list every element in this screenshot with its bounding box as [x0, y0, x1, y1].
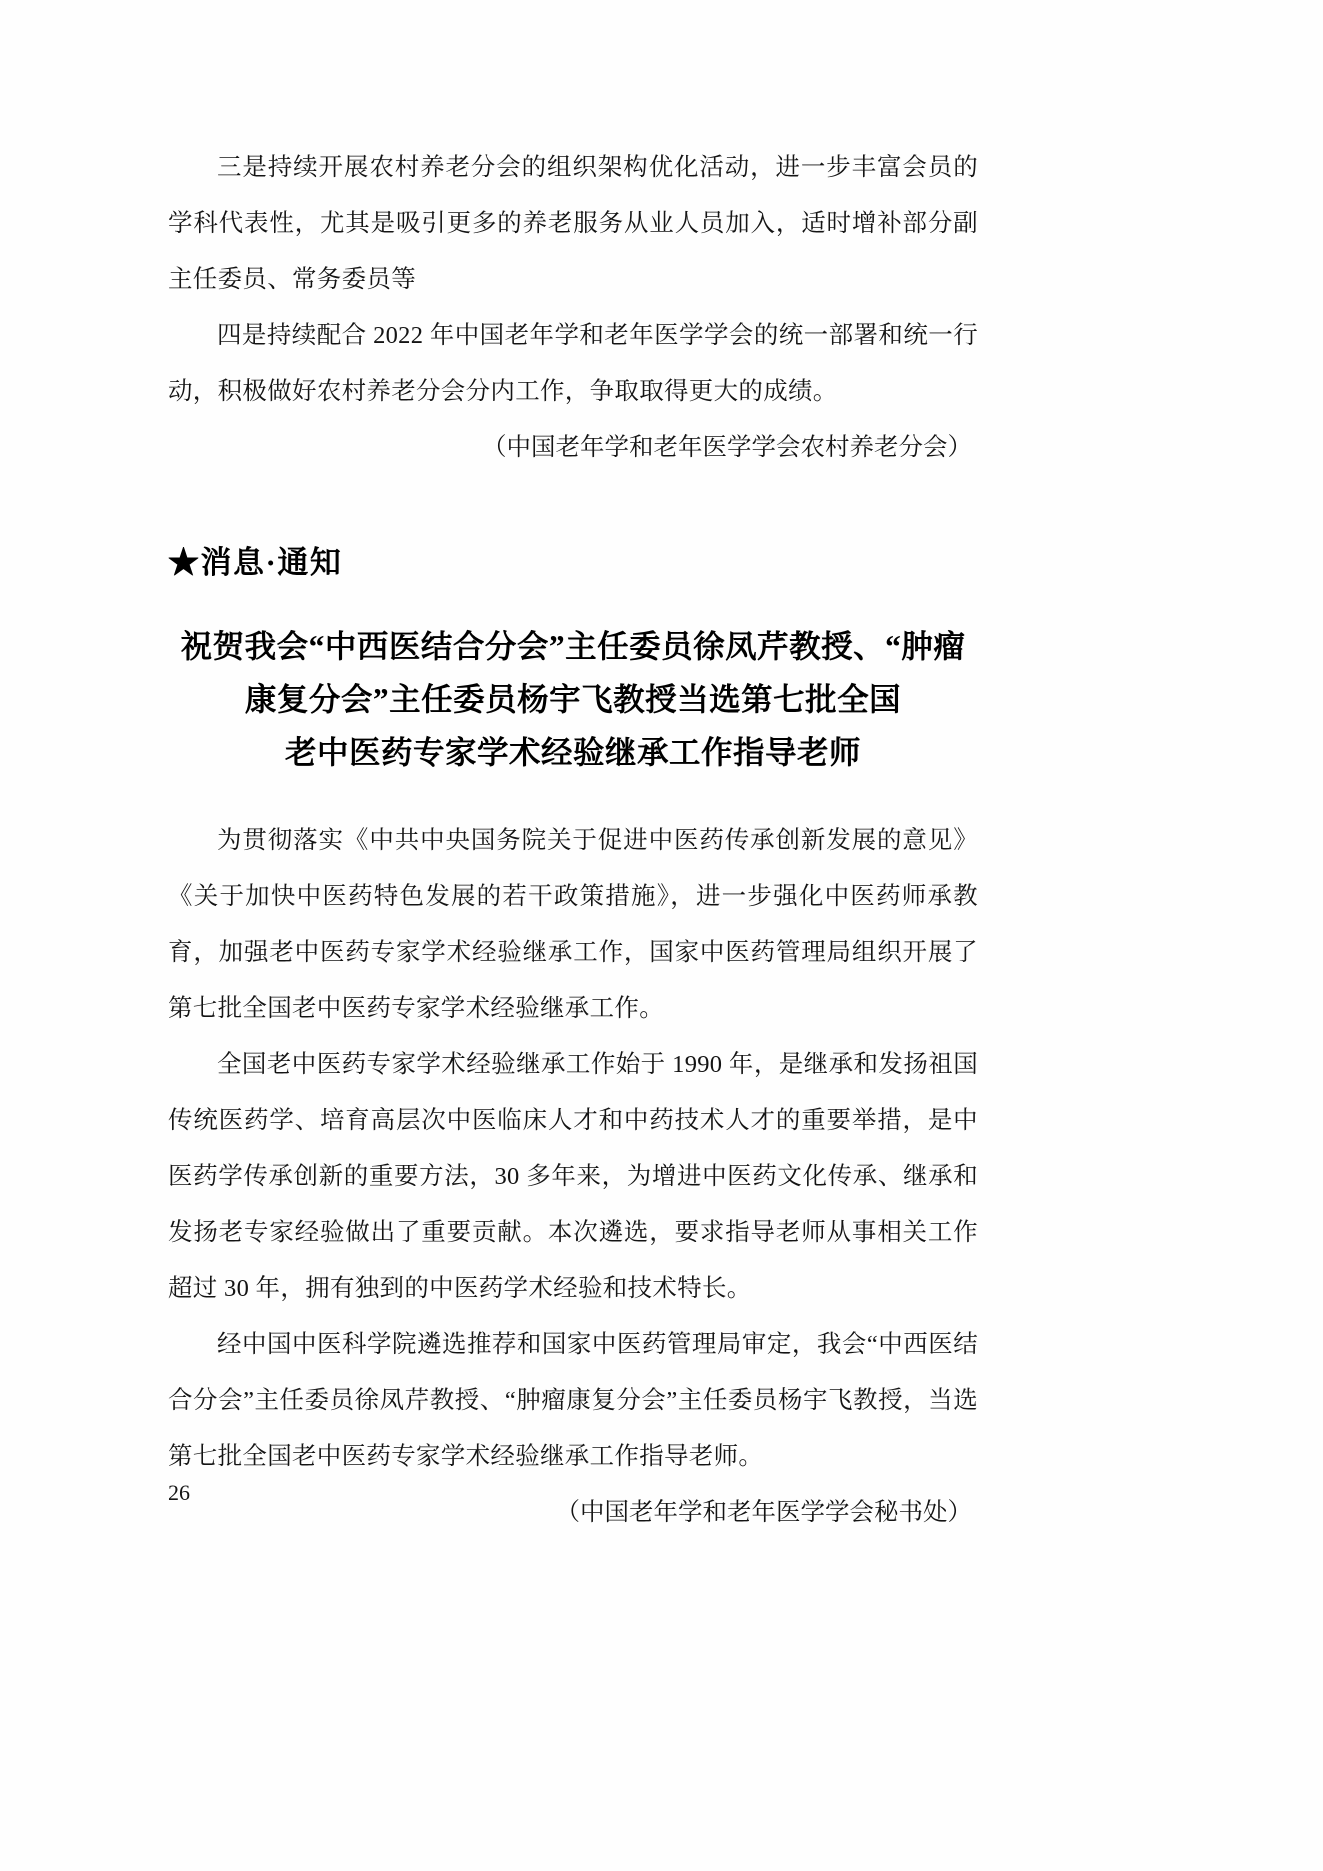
attribution-rural-elderly-care-branch: （中国老年学和老年医学学会农村养老分会） — [482, 434, 972, 461]
paragraph-item-three: 三是持续开展农村养老分会的组织架构优化活动，进一步丰富会员的学科代表性，尤其是吸引更多的养老服务从业人员加入，适时增补部分副主任委员、常务委员等 — [168, 154, 978, 293]
attribution-secretariat: （中国老年学和老年医学学会秘书处） — [555, 1499, 972, 1526]
article-paragraph-2: 全国老中医药专家学术经验继承工作始于 1990 年，是继承和发扬祖国传统医药学、培育高层次中医临床人才和中药技术人才的重要举措，是中医药学传承创新的重要方法，30 多年来，为增进中医药文化传承、继承和发扬老专家经验做出了重要贡献。本次遴选，要求指导老师从事相关工作超过 30 年，拥有独到的中医药学术经验和技术特长。 — [168, 1051, 978, 1302]
article-title-line-1: 祝贺我会“中西医结合分会”主任委员徐凤芹教授、“肿瘤 — [180, 629, 966, 664]
article-title-line-3: 老中医药专家学术经验继承工作指导老师 — [284, 735, 861, 770]
article-title-line-2: 康复分会”主任委员杨宇飞教授当选第七批全国 — [244, 682, 902, 717]
page-content — [168, 140, 978, 1541]
title-body-spacer — [168, 779, 978, 813]
section-header-news-notice: ★消息·通知 — [168, 545, 343, 580]
paragraph-item-four: 四是持续配合 2022 年中国老年学和老年医学学会的统一部署和统一行动，积极做好农村养老分会分内工作，争取取得更大的成绩。 — [168, 322, 978, 405]
article-paragraph-3: 经中国中医科学院遴选推荐和国家中医药管理局审定，我会“中西医结合分会”主任委员徐凤芹教授、“肿瘤康复分会”主任委员杨宇飞教授，当选第七批全国老中医药专家学术经验继承工作指导老师。 — [168, 1331, 978, 1470]
article-title — [168, 620, 978, 779]
article-paragraph-1: 为贯彻落实《中共中央国务院关于促进中医药传承创新发展的意见》《关于加快中医药特色发展的若干政策措施》，进一步强化中医药师承教育，加强老中医药专家学术经验继承工作，国家中医药管理局组织开展了第七批全国老中医药专家学术经验继承工作。 — [168, 827, 978, 1022]
section-gap-spacer — [168, 476, 978, 540]
header-title-spacer — [168, 586, 978, 620]
page-number: 26 — [168, 1480, 190, 1505]
